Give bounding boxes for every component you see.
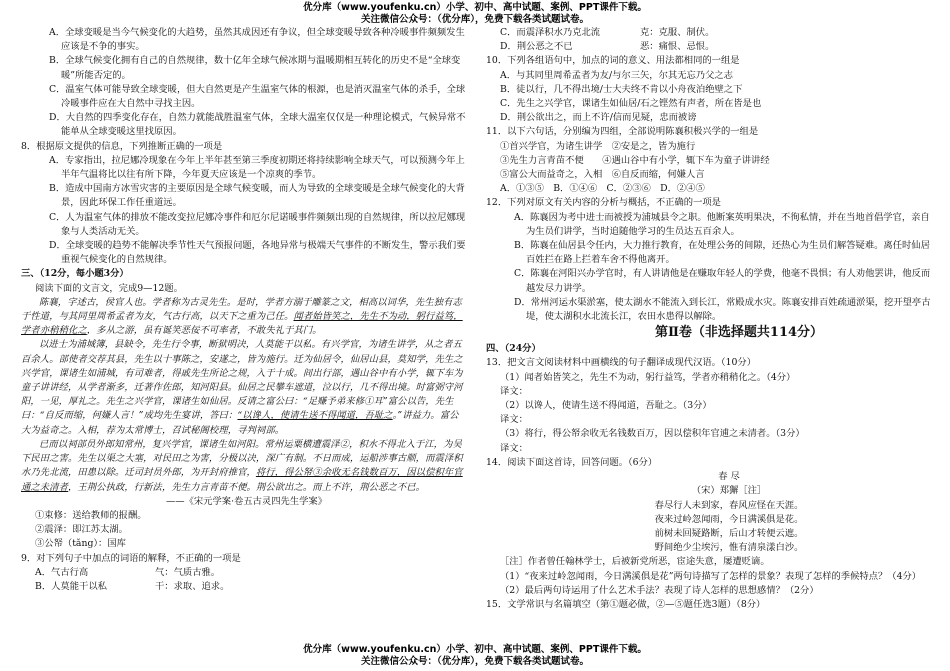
q7-option-d: D．大自然的四季变化存在，自然力就能战胜温室气体，全球大温室仅仅是一种理论模式，气候异常不能单从全球变暖这里找原因。 (49, 112, 466, 138)
passage-underlined-sentence-2: “以谗人，使请生送不得闻道，吾耻之 (237, 410, 393, 422)
q14-item-1: （1）“夜来过岭忽闻雨，今日满溪俱是花”两句诗描写了怎样的景象？表现了怎样的季候特点？（4分） (500, 570, 922, 582)
header-banner-line1: 优分库（www.youfenku.cn）小学、初中、高中试题、案例、PPT课件下载。 (303, 2, 647, 13)
passage-paragraph-3 (21, 438, 467, 495)
poem-author: （宋）郑獬［注］ (691, 485, 767, 497)
q14-stem: 14．阅读下面这首诗，回答问题。（6分） (486, 456, 658, 468)
q13-translation-label: 译文： (500, 414, 528, 426)
right-column (486, 26, 932, 644)
q7-option-a: A．全球变暖是当今气候变化的大趋势，虽然其成因还有争议，但全球变暖导致各种冷暖事件频频发生应该是不争的事实。 (49, 27, 465, 53)
q8-option-b: B．造成中国南方冰雪灾害的主要原因是全球气候变暖，而人为导致的全球变暖是全球气候变化的大背景，因此环保工作任重道远。 (49, 183, 465, 209)
q9-option-c-phrase: C．而震泽积水乃克北流 (500, 27, 601, 38)
q12-stem: 12．下列对原文有关内容的分析与概括，不正确的一项是 (486, 197, 721, 209)
passage-text: ，王荆公执政，行新法，先生力言青苗不便。荆公欲出之。而上不许，荆公恶之不已。 (67, 481, 426, 493)
q13-item-1: （1）闻者始皆笑之，先生不为动，躬行益笃，学者亦稍稍化之。（4分） (500, 371, 796, 383)
q15-stem: 15．文学常识与名篇填空（第①题必做，②—⑤题任选3题）（8分） (486, 598, 766, 610)
q7-option-c: C．温室气体可能导致全球变暖，但大自然更是产生温室气体的根源，也是消灭温室气体的杀手，全球冷暖事件应在大自然中寻找主因。 (49, 83, 466, 110)
poem-title: 春 尽 (718, 471, 740, 483)
q9-stem: 9．对下列句子中加点的词语的解释，不正确的一项是 (21, 552, 241, 564)
passage-underlined-sentence-1: 闻者始皆笑之，先生不为动，躬行益笃，学者亦稍稍化之 (21, 311, 463, 337)
q9-option-d-gloss: 恶：痛恨、忌恨。 (640, 41, 715, 53)
note-3: ③公帑（tǎng）：国库 (35, 538, 126, 550)
q13-item-3: （3）将行，得公帑余收无名钱数百万，因以偿积年官逋之未清者。（3分） (500, 428, 805, 440)
footer-banner (0, 644, 950, 668)
note-2: ②震泽：即江苏太湖。 (35, 524, 128, 536)
q9-option-d-phrase: D．荆公恶之不已 (500, 41, 573, 53)
poem-line-2: 夜来过岭忽闻雨，今日满溪俱是花。 (654, 513, 804, 525)
q9-option-b-phrase: B．人莫能干以私 (35, 580, 107, 592)
q12-option-c: C．陈襄在河阳兴办学官时，有人讲请他是在赚取年轻人的学费，他毫不畏惧；有人劝他罢讲，他反而越发尽力讲学。 (514, 268, 931, 294)
passage-source: ——《宋元学案·卷五古灵四先生学案》 (165, 495, 327, 507)
q10-option-b: B．徒以行，几不得出境/士大夫终不肯以小舟夜泊绝壁之下 (500, 83, 743, 95)
q9-option-b-gloss: 干：求取、追求。 (155, 580, 230, 592)
q11-item-3: ⑤富公大而益奇之，入相 ⑥自反而缩，何嫌人言 (500, 169, 705, 181)
q10-option-c: C．先生之兴学官，课诸生如仙居/石之铿然有声者，所在皆是也 (500, 98, 762, 110)
part2-title: 第Ⅱ卷（非选择题共114分） (654, 325, 824, 341)
q9-option-b (21, 580, 467, 594)
passage-text: 已而以祠部员外郎知常州，复兴学官，课诸生如河阳。常州运粟横遭震泽②，积水不得北入于江，为吴下民田之害。先生以渠之大塞，对民田之为害，分极以决，深广有制。不日而成，运船涉事古顺，而震泽积水乃先北流，田患以除。迁司封员外郎，为开封府推官， (21, 438, 463, 479)
section3-intro: 阅读下面的文言文，完成9—12题。 (35, 282, 183, 294)
footer-banner-line2: 关注微信公众号：（优分库），免费下载各类试题试卷。 (360, 656, 589, 667)
q8-option-a: A．专家指出，拉尼娜冷现象在今年上半年甚至第三季度初期还将持续影响全球天气，可以预测今年上半年气温将比以往有所下降，今年夏天应该是一个凉爽的季节。 (49, 154, 465, 181)
q13-stem: 13．把文言文阅读材料中画横线的句子翻译成现代汉语。（10分） (486, 357, 757, 369)
passage-underlined-sentence-3: 将行，得公帑③余收无名钱数百万，因以偿积年官通之未清者 (21, 467, 463, 493)
q13-translation-label: 译文： (500, 385, 528, 397)
section4-title: 四、（24分） (486, 343, 541, 355)
q9-option-c (486, 26, 932, 40)
poem-line-1: 春尽行人未到家，春风应怪在天涯。 (654, 499, 804, 511)
passage-text: 。”讲益力。富公大为益奇之。入相，荐为太常博士，召试秘阁校理，寻判祠部。 (21, 410, 459, 436)
q7-option-b: B．全球气候变化拥有自己的自然规律，数十亿年全球气候冰期与温暖期相互转化的历史不是“全球变暖”所能否定的。 (49, 55, 461, 81)
q11-choices: A．①③⑤ B．①④⑥ C．②③⑥ D．②④⑤ (500, 183, 705, 195)
poem-line-4: 野间绝少尘埃污，惟有清泉漾白沙。 (654, 542, 804, 554)
q9-option-d (486, 40, 932, 54)
passage-paragraph-2 (21, 338, 467, 437)
q9-option-a (21, 566, 467, 580)
q12-option-a: A．陈襄因为考中进士而被授为浦城县令之职。他断案英明果决，不徇私情，并在当地首倡学官，亲自为生员们讲学，当时追随他学习的生员达五百余人。 (514, 211, 930, 237)
q12-option-d: D．常州河运水渠淤塞，使太湖水不能流入到长江，常殿成水灾。陈襄安排百姓疏通淤渠，挖开望亭古堤，使太湖积水北流长江，农田水患得以解除。 (514, 296, 931, 323)
q14-item-2: （2）最后两句诗运用了什么艺术手法？表现了诗人怎样的思想感情？（2分） (500, 584, 819, 596)
header-banner (0, 2, 950, 26)
passage-text: ，多从之游，虽有诞笑恶佞不可率者，不敢失礼于其门。 (86, 325, 322, 337)
q12-option-b: B．陈襄在仙居县令任内，大力推行教育，在处理公务的间隙，还热心为生员们解答疑难。离任时仙居百姓拦在路上拦着车舍不得他离开。 (514, 240, 930, 266)
passage-text: 以进士为浦城簿，县缺令，先生行令事，断狱明决，人莫能干以私。有兴学官，为诸生讲学，从之者五百余人。部使者交荐其县，先生以十事陈之，安遂之，皆为施行。迁为仙居令，仙居山县，莫知学，先生之兴学官，课诸生如浦城，有司难者，得戚先生所论之规，入于十成。间出行部，遇山谷中有小学，辄下车为童子讲讲经，从学者渐多，迁著作佐郎，知河阳县。仙居之民攀车遮道，泣以行，几不得出境。时富弼守河阳，一见，厚礼之。先生之兴学官，课诸生如仙居。反请之富公曰：“足赚予弟来修①耳”富公以告，先生曰：“自反而缩，何嫌人言！”成均先生宴讲，答曰： (21, 339, 463, 422)
q8-option-c: C．人为温室气体的排放不能改变拉尼娜冷事件和厄尔尼诺暖事件频频出现的自然规律，所以拉尼娜现象与人类活动无关。 (49, 211, 466, 237)
poem-note: ［注］作者曾任翰林学士，后被新党所恶，宦途失意，屡遭贬谪。 (500, 556, 770, 568)
q9-option-a-phrase: A．气古行高 (35, 566, 89, 578)
section3-title: 三、（12分，每小题3分） (21, 268, 129, 280)
q11-stem: 11．以下六句话，分别编为四组，全部说明陈襄积极兴学的一组是 (486, 126, 759, 138)
q10-option-a: A．与其同里周希孟者为友/与尔三矢，尔其无忘乃父之志 (500, 69, 733, 81)
q9-option-c-gloss: 克：克服、制伏。 (640, 27, 715, 38)
left-column (21, 26, 467, 644)
passage-paragraph-1 (21, 296, 467, 339)
passage-text: 陈襄，字述古，侯官人也。学者称为古灵先生。是时，学者方溺于雕篆之文，相高以词华，先生独有志于性道，与其同里周希孟者为友，气古行高，以天下之重为己任。 (21, 296, 462, 323)
q13-item-2: （2）以谗人，使请生送不得闻道，吾耻之。（3分） (500, 400, 712, 412)
header-banner-line2: 关注微信公众号：（优分库），免费下载各类试题试卷。 (360, 14, 589, 25)
q9-option-a-gloss: 气：气质古雅。 (155, 566, 221, 578)
q11-item-2: ③先生力言青苗不便 ④遇山谷中有小学，辄下车为童子讲讲经 (500, 154, 770, 166)
poem-line-3: 前树未回疑路断，后山才转便云遮。 (654, 527, 804, 539)
q8-option-d: D．全球变暖的趋势不能解决季节性天气预报问题，各地异常与极端天气事件的不断发生，警示我们要重视气候变化的自然规律。 (49, 240, 466, 266)
q10-stem: 10．下列各组语句中，加点的词的意义、用法都相同的一组是 (486, 55, 740, 67)
q11-item-1: ①首兴学官，为诸生讲学 ②安是之，皆为施行 (500, 140, 696, 152)
q10-option-d: D．荆公欲出之，而上不许/信而见疑，忠而被谤 (500, 112, 697, 124)
q13-translation-label: 译文： (500, 442, 528, 454)
note-1: ①束修：送给教师的报酬。 (35, 509, 147, 521)
footer-banner-line1: 优分库（www.youfenku.cn）小学、初中、高中试题、案例、PPT课件下载。 (303, 644, 647, 655)
q8-stem: 8．根据原文提供的信息，下列推断正确的一项是 (21, 140, 223, 152)
